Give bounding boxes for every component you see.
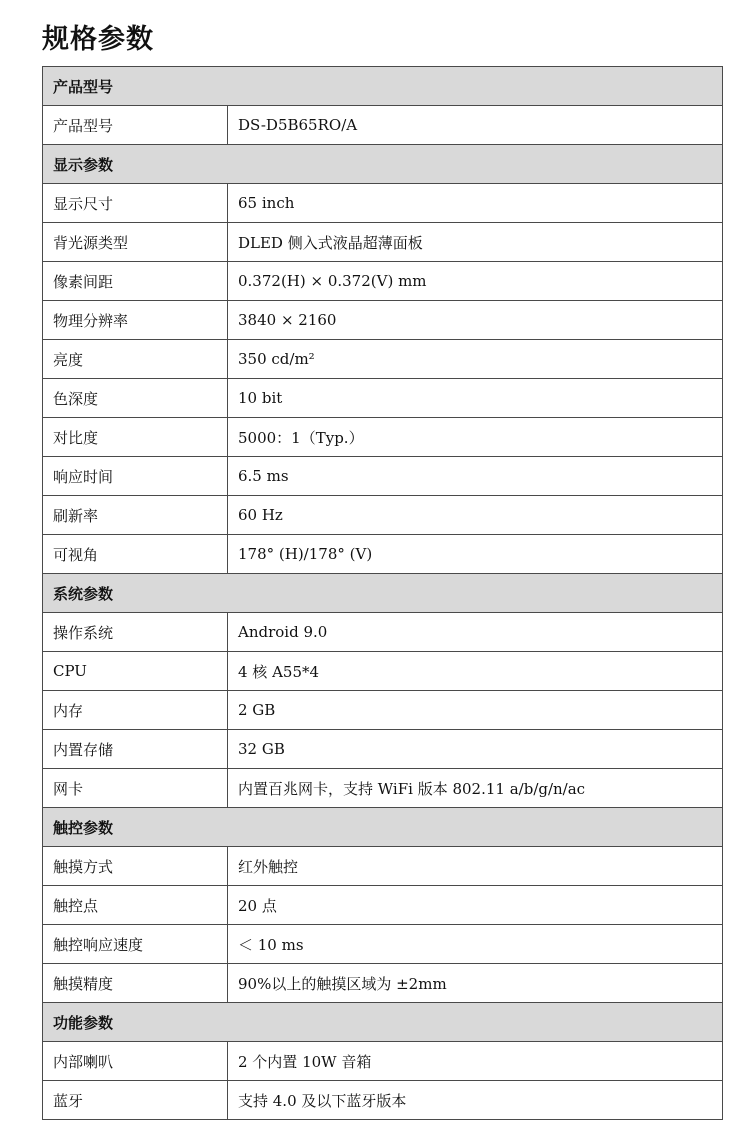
spec-label: 触摸精度 [43, 964, 228, 1003]
spec-value: 350 cd/m² [228, 340, 723, 379]
spec-label: 显示尺寸 [43, 184, 228, 223]
spec-label: 操作系统 [43, 613, 228, 652]
spec-row [43, 847, 723, 886]
spec-row [43, 379, 723, 418]
section-title: 功能参数 [43, 1003, 723, 1042]
spec-value: 60 Hz [228, 496, 723, 535]
section-header-row [43, 808, 723, 847]
spec-label: 像素间距 [43, 262, 228, 301]
spec-label: 可视角 [43, 535, 228, 574]
section-header-row [43, 145, 723, 184]
spec-label: 触控点 [43, 886, 228, 925]
spec-value: DS-D5B65RO/A [228, 106, 723, 145]
spec-row [43, 886, 723, 925]
spec-value: Android 9.0 [228, 613, 723, 652]
spec-label: 刷新率 [43, 496, 228, 535]
section-header-row [43, 67, 723, 106]
spec-row [43, 340, 723, 379]
spec-value: 内置百兆网卡，支持 WiFi 版本 802.11 a/b/g/n/ac [228, 769, 723, 808]
spec-label: 触摸方式 [43, 847, 228, 886]
section-title: 产品型号 [43, 67, 723, 106]
section-title: 系统参数 [43, 574, 723, 613]
spec-label: 内部喇叭 [43, 1042, 228, 1081]
spec-row [43, 106, 723, 145]
spec-value: DLED 侧入式液晶超薄面板 [228, 223, 723, 262]
spec-row [43, 496, 723, 535]
spec-label: 背光源类型 [43, 223, 228, 262]
spec-label: 蓝牙 [43, 1081, 228, 1120]
spec-row [43, 691, 723, 730]
spec-value: 6.5 ms [228, 457, 723, 496]
spec-row [43, 184, 723, 223]
spec-value: 90%以上的触摸区域为 ±2mm [228, 964, 723, 1003]
spec-row [43, 223, 723, 262]
spec-row [43, 262, 723, 301]
spec-row [43, 535, 723, 574]
spec-value: 2 GB [228, 691, 723, 730]
spec-value: 支持 4.0 及以下蓝牙版本 [228, 1081, 723, 1120]
spec-row [43, 613, 723, 652]
spec-label: 触控响应速度 [43, 925, 228, 964]
spec-label: 网卡 [43, 769, 228, 808]
spec-value: 178° (H)/178° (V) [228, 535, 723, 574]
spec-label: 对比度 [43, 418, 228, 457]
spec-row [43, 457, 723, 496]
spec-value: 红外触控 [228, 847, 723, 886]
spec-row [43, 1042, 723, 1081]
spec-row [43, 1081, 723, 1120]
spec-value: 32 GB [228, 730, 723, 769]
spec-row [43, 418, 723, 457]
spec-label: 产品型号 [43, 106, 228, 145]
spec-row [43, 964, 723, 1003]
spec-row [43, 925, 723, 964]
spec-table [42, 66, 723, 1120]
spec-value: 20 点 [228, 886, 723, 925]
spec-value: 4 核 A55*4 [228, 652, 723, 691]
spec-label: 亮度 [43, 340, 228, 379]
spec-value: 65 inch [228, 184, 723, 223]
spec-label: 色深度 [43, 379, 228, 418]
spec-row [43, 652, 723, 691]
spec-label: CPU [43, 652, 228, 691]
spec-label: 物理分辨率 [43, 301, 228, 340]
spec-row [43, 730, 723, 769]
section-header-row [43, 574, 723, 613]
spec-value: 5000：1（Typ.） [228, 418, 723, 457]
spec-value: 10 bit [228, 379, 723, 418]
spec-value: 3840 × 2160 [228, 301, 723, 340]
section-title: 显示参数 [43, 145, 723, 184]
spec-label: 内置存储 [43, 730, 228, 769]
section-title: 触控参数 [43, 808, 723, 847]
spec-label: 内存 [43, 691, 228, 730]
spec-label: 响应时间 [43, 457, 228, 496]
spec-row [43, 769, 723, 808]
spec-value: 2 个内置 10W 音箱 [228, 1042, 723, 1081]
spec-table-body [43, 67, 723, 1120]
page-title: 规格参数 [42, 24, 154, 55]
spec-value: 0.372(H) × 0.372(V) mm [228, 262, 723, 301]
spec-row [43, 301, 723, 340]
spec-value: ＜ 10 ms [228, 925, 723, 964]
section-header-row [43, 1003, 723, 1042]
